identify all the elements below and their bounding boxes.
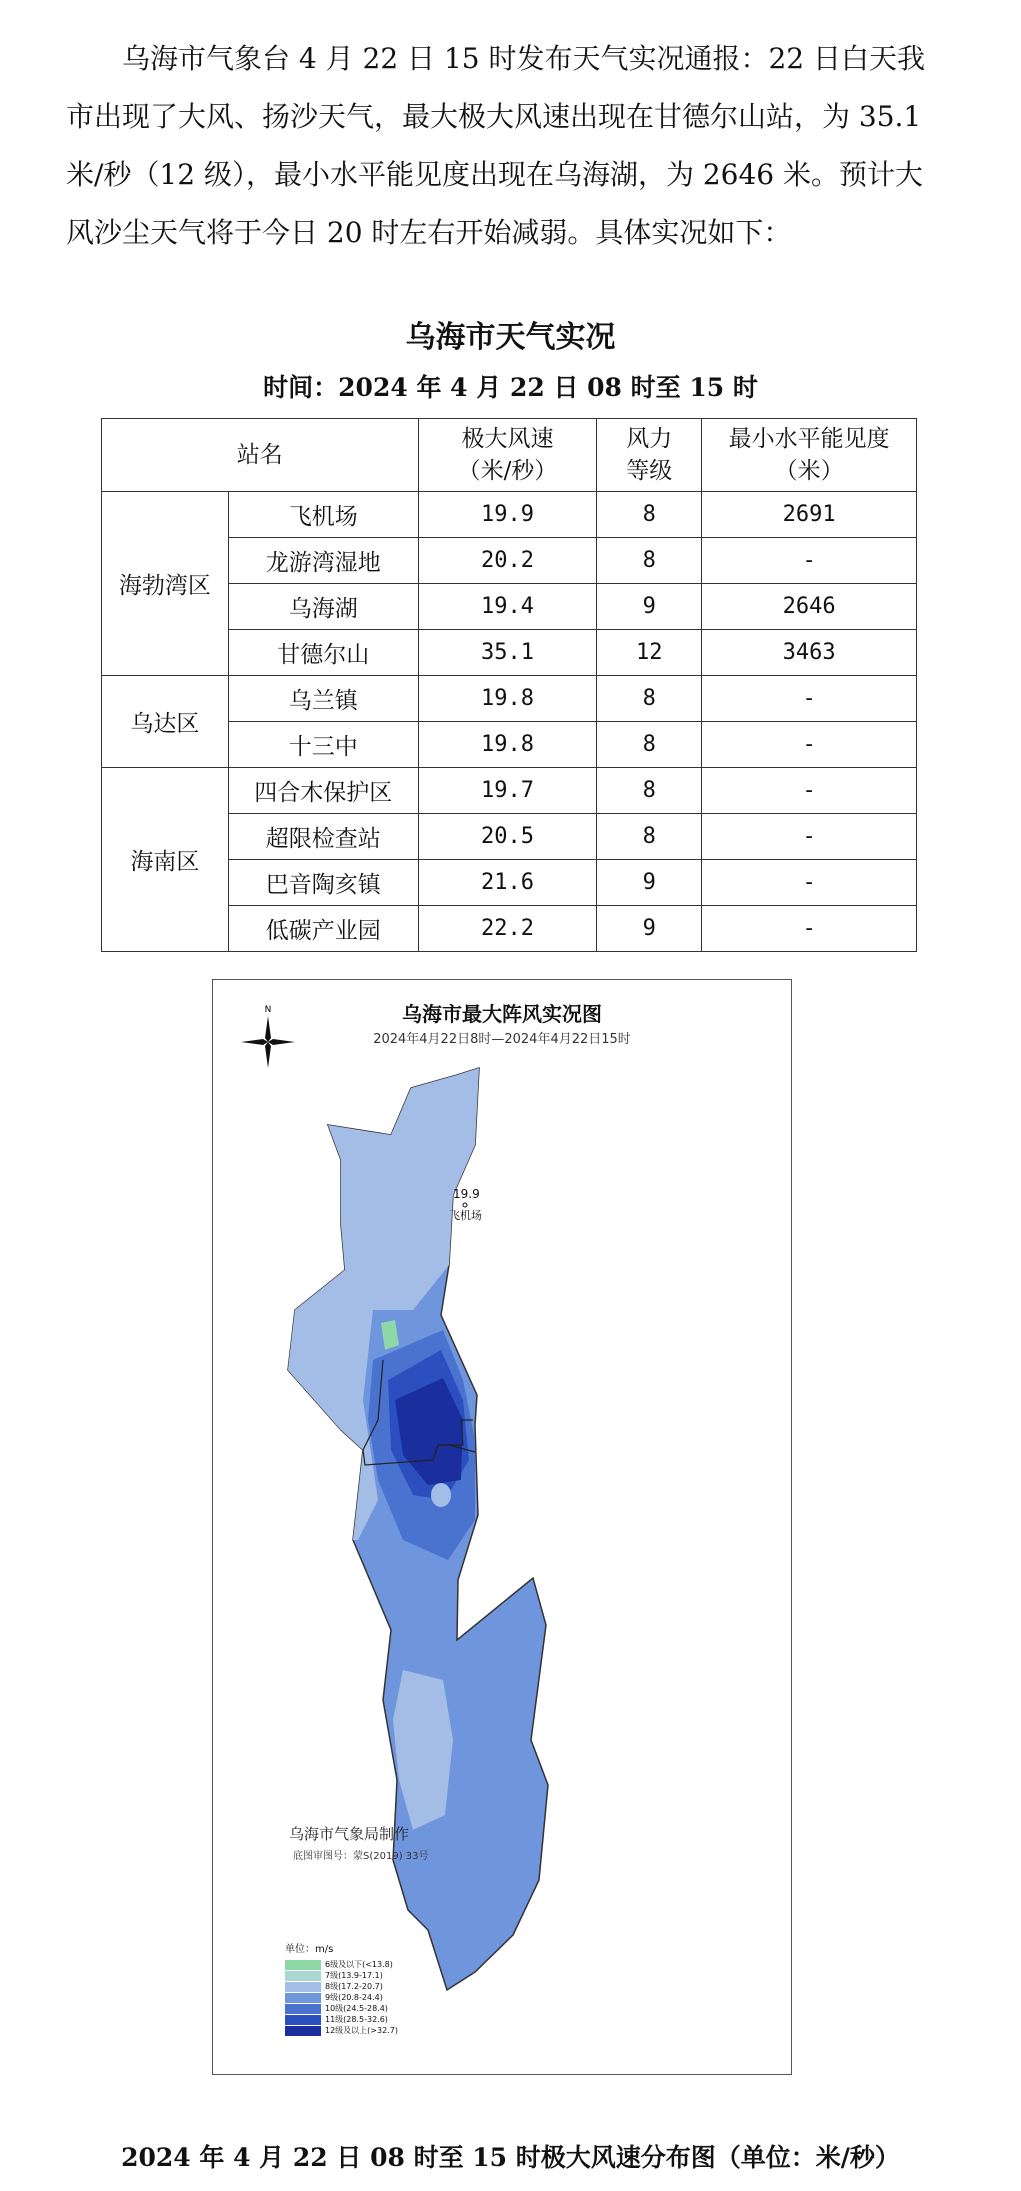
visibility-value: - <box>702 676 917 722</box>
district-name: 海南区 <box>102 768 229 952</box>
legend-swatch <box>285 2004 321 2014</box>
legend-swatch <box>285 1982 321 1992</box>
wind-level: 8 <box>597 768 702 814</box>
gust-value: 35.1 <box>418 630 597 676</box>
table-row <box>102 768 917 814</box>
station-name: 龙游湾湿地 <box>228 538 418 584</box>
gust-value: 19.8 <box>418 722 597 768</box>
legend-item <box>285 1970 398 1981</box>
legend-swatch <box>285 1971 321 1981</box>
wind-level: 8 <box>597 676 702 722</box>
legend-label: 8级(17.2-20.7) <box>325 1982 383 1991</box>
legend-label: 7级(13.9-17.1) <box>325 1971 383 1980</box>
legend-label: 9级(20.8-24.4) <box>325 1993 383 2002</box>
gust-map-graphic <box>213 980 793 2076</box>
map-maker: 乌海市气象局制作 <box>289 1825 410 1843</box>
legend-swatch <box>285 1960 321 1970</box>
wind-level: 8 <box>597 814 702 860</box>
intro-paragraph: 乌海市气象台 4 月 22 日 15 时发布天气实况通报：22 日白天我市出现了大风、扬沙天气，最大极大风速出现在甘德尔山站，为 35.1 米/秒（12 级），最小水平能见度出现在乌海湖，为 2646 米。预计大风沙尘天气将于今日 20 时左右开始减弱。具体实况如下： <box>66 42 926 249</box>
visibility-value: - <box>702 722 917 768</box>
gust-value: 21.6 <box>418 860 597 906</box>
header-station: 站名 <box>102 419 419 492</box>
map-subtitle: 2024年4月22日8时—2024年4月22日15时 <box>373 1032 631 1047</box>
wind-level: 12 <box>597 630 702 676</box>
gust-value: 19.8 <box>418 676 597 722</box>
station-name: 甘德尔山 <box>228 630 418 676</box>
wind-level: 8 <box>597 722 702 768</box>
visibility-value: - <box>702 814 917 860</box>
station-name: 乌兰镇 <box>228 676 418 722</box>
legend-swatch <box>285 2015 321 2025</box>
table-title: 乌海市天气实况 <box>405 320 616 355</box>
legend-swatch <box>285 2026 321 2036</box>
gust-value: 22.2 <box>418 906 597 952</box>
visibility-value: 3463 <box>702 630 917 676</box>
wind-level: 8 <box>597 492 702 538</box>
legend-label: 12级及以上(>32.7) <box>325 2026 398 2035</box>
station-name: 四合木保护区 <box>228 768 418 814</box>
gust-map <box>212 979 792 2075</box>
legend-label: 11级(28.5-32.6) <box>325 2015 388 2024</box>
station-name: 低碳产业园 <box>228 906 418 952</box>
table-row <box>102 676 917 722</box>
header-visibility: 最小水平能见度 （米） <box>702 419 917 492</box>
legend-item <box>285 2014 398 2025</box>
station-name-label: 飞机场 <box>449 1209 482 1222</box>
gust-value: 20.5 <box>418 814 597 860</box>
district-name: 乌达区 <box>102 676 229 768</box>
observation-table <box>101 418 917 952</box>
wind-level: 9 <box>597 906 702 952</box>
legend-label: 6级及以下(<13.8) <box>325 1960 393 1969</box>
header-gust: 极大风速 （米/秒） <box>418 419 597 492</box>
legend-unit: 单位：m/s <box>285 1944 334 1955</box>
legend-item <box>285 1981 398 1992</box>
map-legend <box>285 1940 398 2036</box>
station-name: 十三中 <box>228 722 418 768</box>
visibility-value: 2646 <box>702 584 917 630</box>
legend-item <box>285 1959 398 1970</box>
svg-text:N: N <box>264 1005 272 1015</box>
legend-item <box>285 2025 398 2036</box>
visibility-value: - <box>702 906 917 952</box>
district-name: 海勃湾区 <box>102 492 229 676</box>
gust-value: 20.2 <box>418 538 597 584</box>
gust-value: 19.9 <box>418 492 597 538</box>
visibility-value: - <box>702 768 917 814</box>
gust-value: 19.7 <box>418 768 597 814</box>
station-name: 乌海湖 <box>228 584 418 630</box>
station-name: 巴音陶亥镇 <box>228 860 418 906</box>
visibility-value: - <box>702 538 917 584</box>
legend-item <box>285 2003 398 2014</box>
table-subtitle: 时间：2024 年 4 月 22 日 08 时至 15 时 <box>263 373 758 402</box>
compass-icon <box>241 1000 295 1070</box>
map-review-number: 底图审图号：蒙S(2019) 33号 <box>293 1851 429 1862</box>
wind-level: 8 <box>597 538 702 584</box>
map-title: 乌海市最大阵风实况图 <box>402 1002 602 1026</box>
visibility-value: 2691 <box>702 492 917 538</box>
legend-item <box>285 1992 398 2003</box>
station-name: 超限检查站 <box>228 814 418 860</box>
table-row <box>102 492 917 538</box>
header-level: 风力 等级 <box>597 419 702 492</box>
map-caption: 2024 年 4 月 22 日 08 时至 15 时极大风速分布图（单位：米/秒） <box>121 2143 900 2172</box>
wind-level: 9 <box>597 860 702 906</box>
station-gust-value: 19.9 <box>453 1187 480 1201</box>
legend-swatch <box>285 1993 321 2003</box>
table-header-row <box>102 419 917 492</box>
station-name: 飞机场 <box>228 492 418 538</box>
wind-level: 9 <box>597 584 702 630</box>
visibility-value: - <box>702 860 917 906</box>
gust-value: 19.4 <box>418 584 597 630</box>
legend-label: 10级(24.5-28.4) <box>325 2004 388 2013</box>
